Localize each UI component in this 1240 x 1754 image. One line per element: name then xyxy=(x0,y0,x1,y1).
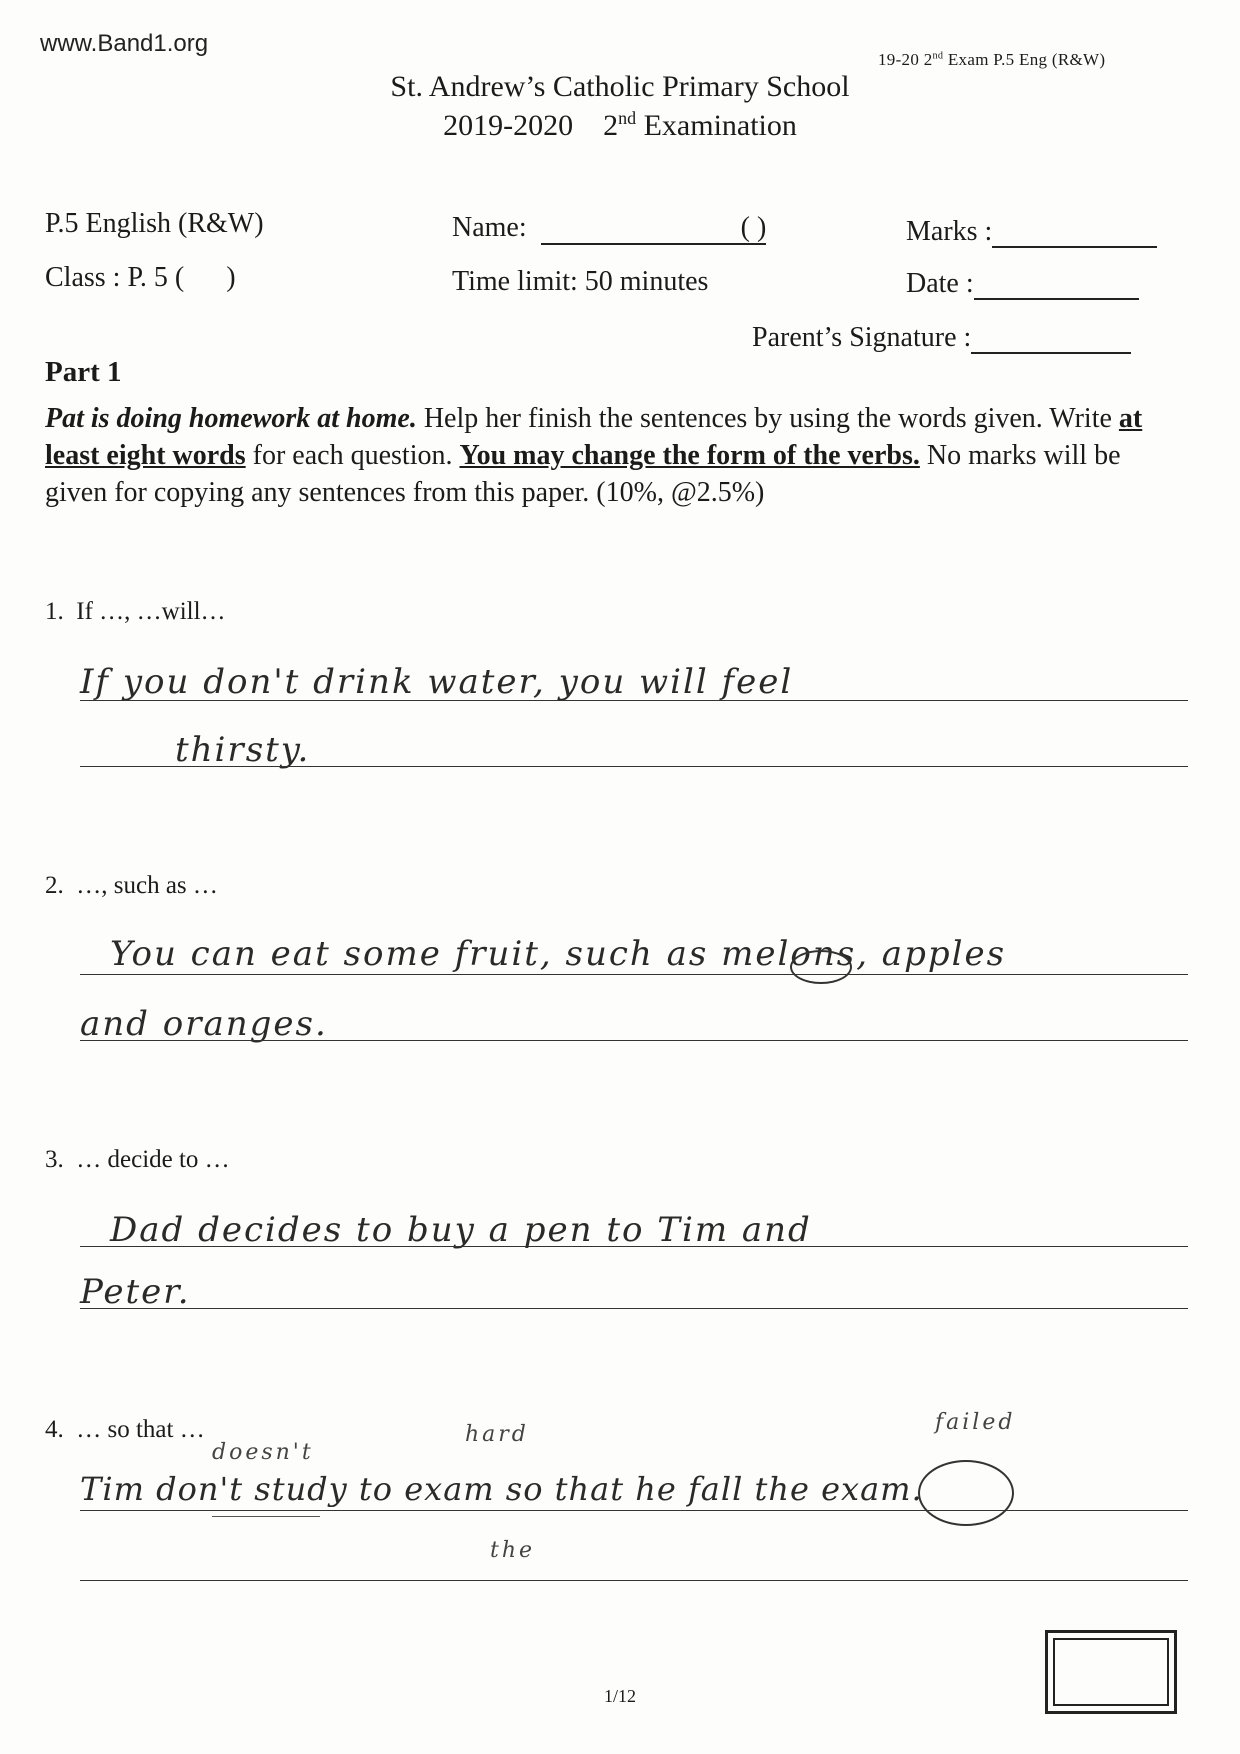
answer-line xyxy=(80,700,1188,701)
school-name: St. Andrew’s Catholic Primary School xyxy=(390,70,850,103)
class-field: Class : P. 5 ( ) xyxy=(45,262,236,293)
teacher-correction: doesn't xyxy=(212,1440,314,1465)
answer-line xyxy=(80,974,1188,975)
answer-2-line-1: You can eat some fruit, such as melons, apples xyxy=(110,934,1007,974)
time-limit: Time limit: 50 minutes xyxy=(452,266,709,297)
date-field: Date : xyxy=(906,268,1139,300)
question-1-prompt: 1. If …, …will… xyxy=(45,598,226,625)
answer-line xyxy=(80,1246,1188,1247)
question-2-prompt: 2. …, such as … xyxy=(45,872,218,899)
teacher-correction: failed xyxy=(935,1410,1016,1435)
answer-line xyxy=(80,1040,1188,1041)
watermark: www.Band1.org xyxy=(40,30,209,57)
answer-2-line-2: and oranges. xyxy=(80,1004,328,1044)
answer-line xyxy=(80,766,1188,767)
correction-circle xyxy=(790,950,852,984)
answer-line xyxy=(80,1308,1188,1309)
answer-line xyxy=(80,1510,1188,1511)
question-4-prompt: 4. … so that … xyxy=(45,1416,205,1443)
exam-title: 2019-2020 2nd Examination xyxy=(443,108,797,142)
name-field: Name: ( ) xyxy=(452,212,767,243)
subject-label: P.5 English (R&W) xyxy=(45,208,264,239)
teacher-correction: the xyxy=(490,1538,536,1563)
signature-field: Parent’s Signature : xyxy=(752,322,1131,354)
answer-3-line-1: Dad decides to buy a pen to Tim and xyxy=(110,1210,812,1250)
part-title: Part 1 xyxy=(45,356,122,388)
part-instructions: Pat is doing homework at home. Help her finish the sentences by using the words given. Write at least eight words for each question. You may change the form of the verbs. No marks will be given for copying any sentences from this paper. (10%, @2.5%) xyxy=(45,403,1143,508)
paper-code: 19-20 2nd Exam P.5 Eng (R&W) xyxy=(878,50,1106,69)
teacher-correction: hard xyxy=(465,1422,529,1447)
answer-line xyxy=(80,1580,1188,1581)
page-number: 1/12 xyxy=(603,1686,636,1706)
correction-underline xyxy=(212,1516,320,1517)
answer-1-line-1: If you don't drink water, you will feel xyxy=(80,662,794,702)
answer-3-line-2: Peter. xyxy=(80,1272,191,1312)
marks-field: Marks : xyxy=(906,216,1157,248)
question-3-prompt: 3. … decide to … xyxy=(45,1146,230,1173)
answer-4-line-1: Tim don't study to exam so that he fall the exam. xyxy=(80,1470,923,1508)
answer-1-line-2: thirsty. xyxy=(175,730,311,770)
correction-circle xyxy=(918,1460,1014,1526)
